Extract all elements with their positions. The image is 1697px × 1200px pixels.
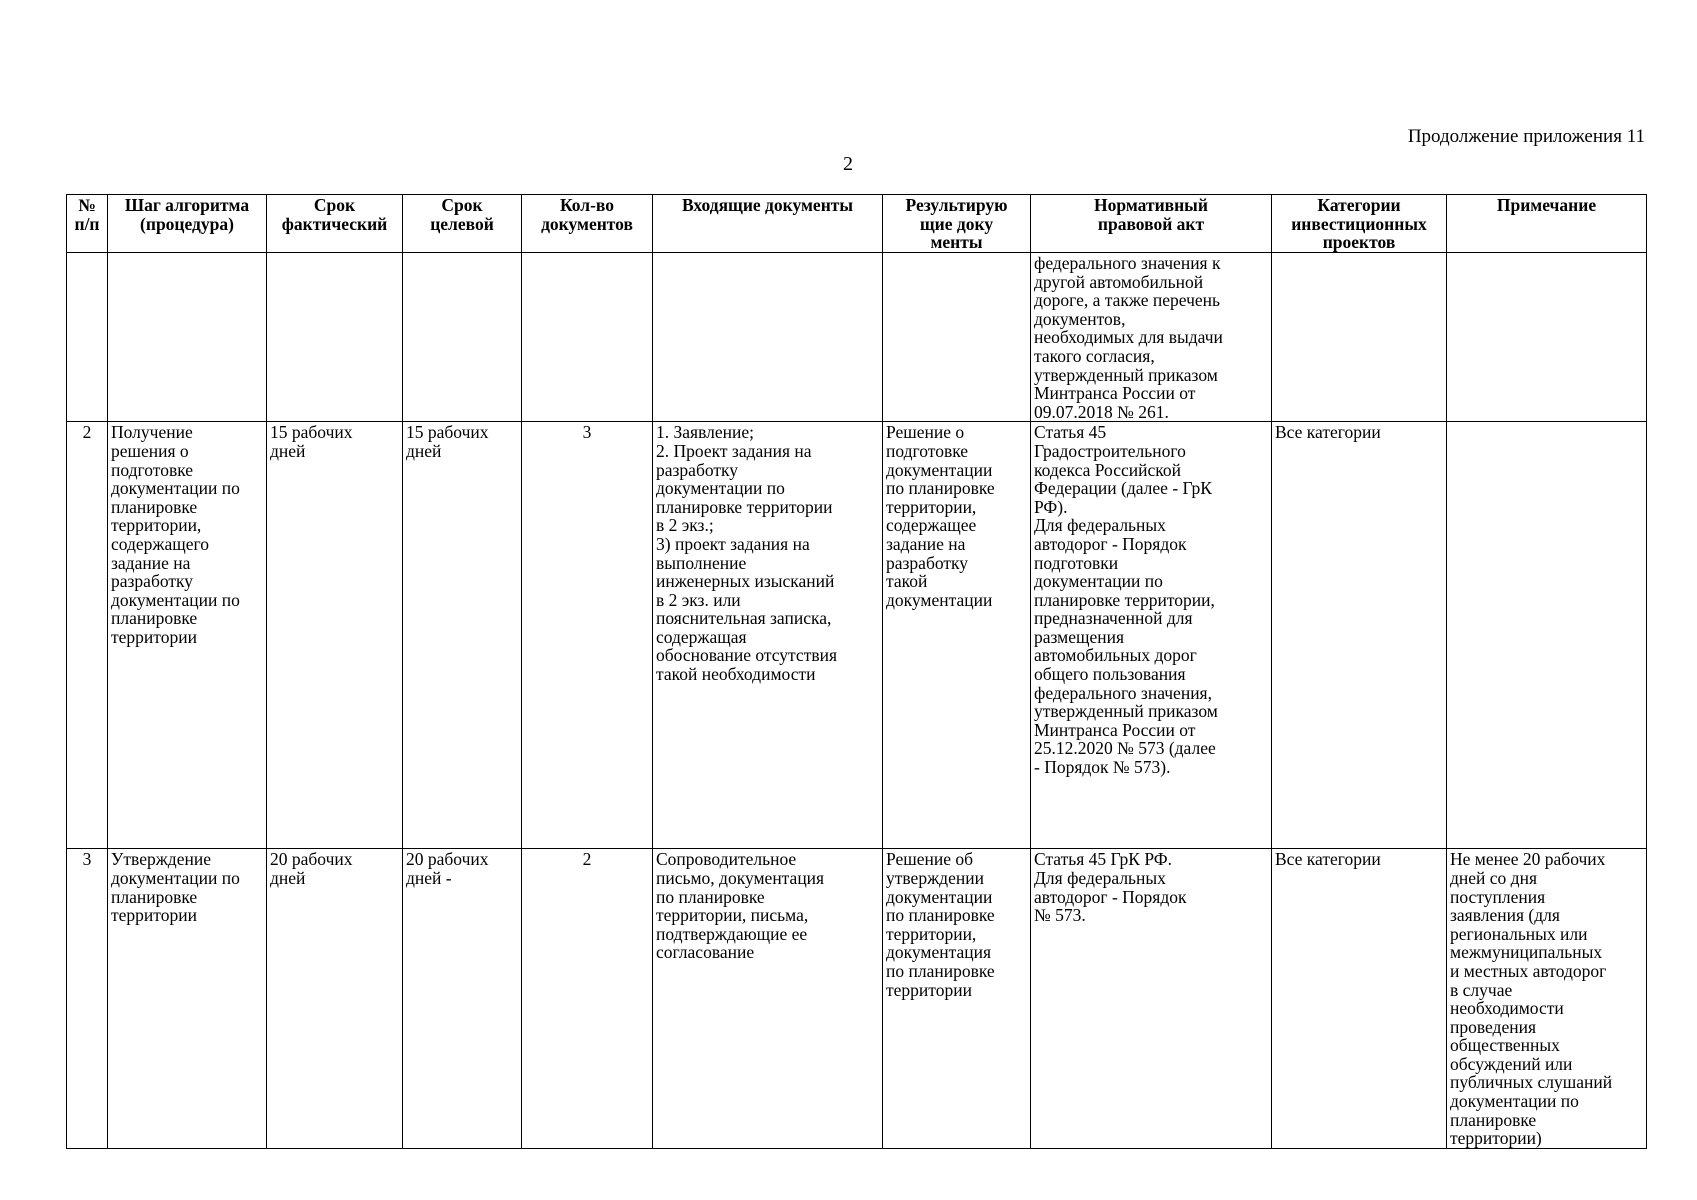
cell-doc-count [522, 253, 653, 422]
header-result-docs: Результирую щие доку менты [883, 195, 1031, 253]
header-num: № п/п [67, 195, 108, 253]
cell-legal-act: Статья 45 Градостроительного кодекса Российской Федерации (далее - ГрК РФ). Для федеральных автодорог - Порядок подготовки документации по планировке территории, предназначенной для размещения автомобильных дорог общего пользования федерального значения, утвержденный приказом Минтранса России от 25.12.2020 № 573 (далее - Порядок № 573). [1031, 422, 1272, 849]
cell-step [108, 253, 267, 422]
cell-term-target: 15 рабочих дней [403, 422, 522, 849]
cell-input-docs: Сопроводительное письмо, документация по планировке территории, письма, подтверждающие ее согласование [653, 849, 883, 1149]
cell-term-actual: 20 рабочих дней [267, 849, 403, 1149]
table-row [67, 849, 1647, 1149]
cell-num: 2 [67, 422, 108, 849]
header-term-target: Срок целевой [403, 195, 522, 253]
cell-num: 3 [67, 849, 108, 1149]
header-step: Шаг алгоритма (процедура) [108, 195, 267, 253]
header-doc-count: Кол-во документов [522, 195, 653, 253]
cell-note [1447, 253, 1647, 422]
cell-term-actual: 15 рабочих дней [267, 422, 403, 849]
cell-input-docs: 1. Заявление; 2. Проект задания на разработку документации по планировке территории в 2 экз.; 3) проект задания на выполнение инженерных изысканий в 2 экз. или пояснительная записка, содержащая обоснование отсутствия такой необходимости [653, 422, 883, 849]
cell-legal-act: Статья 45 ГрК РФ. Для федеральных автодорог - Порядок № 573. [1031, 849, 1272, 1149]
cell-term-actual [267, 253, 403, 422]
header-input-docs: Входящие документы [653, 195, 883, 253]
cell-categories: Все категории [1272, 422, 1447, 849]
header-note: Примечание [1447, 195, 1647, 253]
cell-result-docs: Решение о подготовке документации по планировке территории, содержащее задание на разработку такой документации [883, 422, 1031, 849]
continuation-label: Продолжение приложения 11 [1407, 126, 1645, 147]
page-number: 2 [843, 153, 853, 175]
cell-doc-count: 2 [522, 849, 653, 1149]
table-row [67, 253, 1647, 422]
cell-result-docs [883, 253, 1031, 422]
cell-input-docs [653, 253, 883, 422]
header-categories: Категории инвестиционных проектов [1272, 195, 1447, 253]
algorithm-table [66, 194, 1647, 1149]
cell-doc-count: 3 [522, 422, 653, 849]
cell-note [1447, 422, 1647, 849]
cell-result-docs: Решение об утверждении документации по планировке территории, документация по планировке территории [883, 849, 1031, 1149]
cell-term-target [403, 253, 522, 422]
cell-categories: Все категории [1272, 849, 1447, 1149]
cell-note: Не менее 20 рабочих дней со дня поступления заявления (для региональных или межмуниципальных и местных автодорог в случае необходимости проведения общественных обсуждений или публичных слушаний документации по планировке территории) [1447, 849, 1647, 1149]
cell-step: Утверждение документации по планировке территории [108, 849, 267, 1149]
cell-num [67, 253, 108, 422]
table-header-row [67, 195, 1647, 253]
cell-step: Получение решения о подготовке документации по планировке территории, содержащего задание на разработку документации по планировке территории [108, 422, 267, 849]
header-legal-act: Нормативный правовой акт [1031, 195, 1272, 253]
table-row [67, 422, 1647, 849]
cell-categories [1272, 253, 1447, 422]
header-term-actual: Срок фактический [267, 195, 403, 253]
cell-term-target: 20 рабочих дней - [403, 849, 522, 1149]
cell-legal-act: федерального значения к другой автомобильной дороге, а также перечень документов, необходимых для выдачи такого согласия, утвержденный приказом Минтранса России от 09.07.2018 № 261. [1031, 253, 1272, 422]
